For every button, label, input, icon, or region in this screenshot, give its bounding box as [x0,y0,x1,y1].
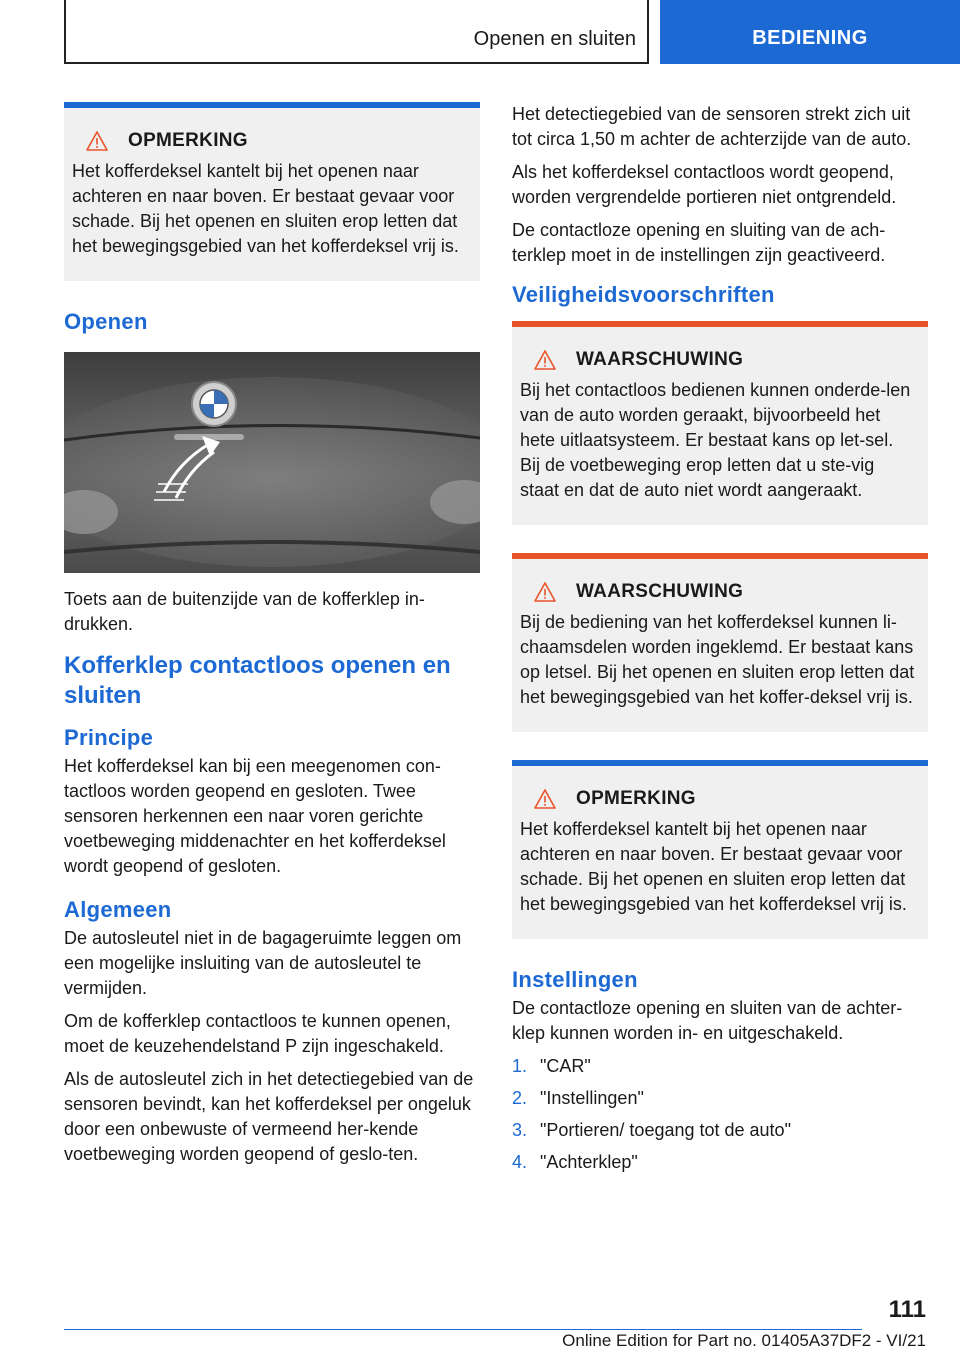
warning-triangle-icon [534,350,556,370]
openen-heading: Openen [64,309,148,334]
note-text: Het kofferdeksel kantelt bij het openen naar achteren en naar boven. Er bestaat gevaar voor schade. Bij het openen en sluiten erop letten dat het bewegingsgebied van het kofferdeksel vrij is. [520,819,907,914]
header-right-rule [647,0,649,64]
note-title: OPMERKING [128,130,248,151]
note-title: OPMERKING [576,788,696,809]
left-column [64,102,480,1175]
warning-title: WAARSCHUWING [576,349,744,370]
footer-edition-text: Online Edition for Part no. 01405A37DF2 - VI/21 [562,1331,926,1350]
list-item [512,1150,928,1175]
step-text: "Achterklep" [540,1152,638,1172]
warning-box-2 [512,553,928,732]
step-number: 2. [512,1088,528,1108]
header-bottom-rule [64,62,648,64]
step-number: 4. [512,1152,528,1172]
algemeen-paragraph-3: Als de autosleutel zich in het detectiegebied van de sensoren bevindt, kan het kofferdeksel per ongeluk door een onbewuste of vermeend her-kende voetbeweging worden geopend of geslo-ten. [64,1069,474,1164]
unlock-paragraph: Als het kofferdeksel contactloos wordt geopend, worden vergrendelde portieren niet ontgrendeld. [512,162,897,207]
step-text: "Portieren/ toegang tot de auto" [540,1120,791,1140]
trunk-button-figure [64,352,480,573]
figure-caption: Toets aan de buitenzijde van de kofferklep in-drukken. [64,589,425,634]
warning-text: Bij de bediening van het kofferdeksel kunnen li-chaamsdelen worden ingeklemd. Er bestaat kans op letsel. Bij het openen en sluiten erop letten dat het bewegingsgebied van het koffer-deksel vrij is. [520,612,915,707]
step-text: "Instellingen" [540,1088,644,1108]
activation-paragraph: De contactloze opening en sluiting van de ach-terklep moet in de instellingen zijn geactiveerd. [512,220,886,265]
algemeen-paragraph-2: Om de kofferklep contactloos te kunnen openen, moet de keuzehendelstand P zijn ingeschakeld. [64,1011,451,1056]
algemeen-paragraph-1: De autosleutel niet in de bagageruimte leggen om een mogelijke insluiting van de autosleutel te vermijden. [64,928,462,998]
step-text: "CAR" [540,1056,591,1076]
list-item [512,1086,928,1111]
principe-text: Het kofferdeksel kan bij een meegenomen con-tactloos worden geopend en gesloten. Twee sensoren herkennen een naar voren gerichte voetbeweging middenachter en het kofferdeksel wordt geopend of gesloten. [64,756,446,876]
header-section-title: Openen en sluiten [473,28,636,50]
note-box-left [64,102,480,281]
page-number: 111 [888,1296,926,1323]
warning-text: Bij het contactloos bedienen kunnen onderde-len van de auto worden geraakt, bijvoorbeeld het hete uitlaatsysteem. Er bestaat kans op let-sel. Bij de voetbeweging erop letten dat u ste-vig staat en dat de auto niet wordt aangeraakt. [520,380,911,500]
settings-steps-list [512,1054,928,1175]
footer-rule [64,1329,862,1330]
warning-triangle-icon [534,789,556,809]
right-column [512,102,928,1182]
algemeen-heading: Algemeen [64,897,172,922]
list-item [512,1118,928,1143]
warning-triangle-icon [534,582,556,602]
list-item [512,1054,928,1079]
step-number: 1. [512,1056,528,1076]
detection-paragraph: Het detectiegebied van de sensoren strekt zich uit tot circa 1,50 m achter de achterzijde van de auto. [512,104,912,149]
header-left-rule [64,0,66,64]
warning-triangle-icon [86,131,108,151]
safety-heading: Veiligheidsvoorschriften [512,282,775,307]
principe-heading: Principe [64,725,154,750]
warning-title: WAARSCHUWING [576,581,744,602]
note-box-right [512,760,928,939]
warning-box-1 [512,321,928,525]
note-text: Het kofferdeksel kantelt bij het openen naar achteren en naar boven. Er bestaat gevaar voor schade. Bij het openen en sluiten erop letten dat het bewegingsgebied van het kofferdeksel vrij is. [72,161,459,256]
main-heading: Kofferklep contactloos openen en sluiten [64,652,451,709]
step-number: 3. [512,1120,528,1140]
instellingen-text: De contactloze opening en sluiten van de achter-klep kunnen worden in- en uitgeschakeld. [512,998,903,1043]
instellingen-heading: Instellingen [512,967,638,992]
header-chapter-tab: BEDIENING [660,0,960,64]
